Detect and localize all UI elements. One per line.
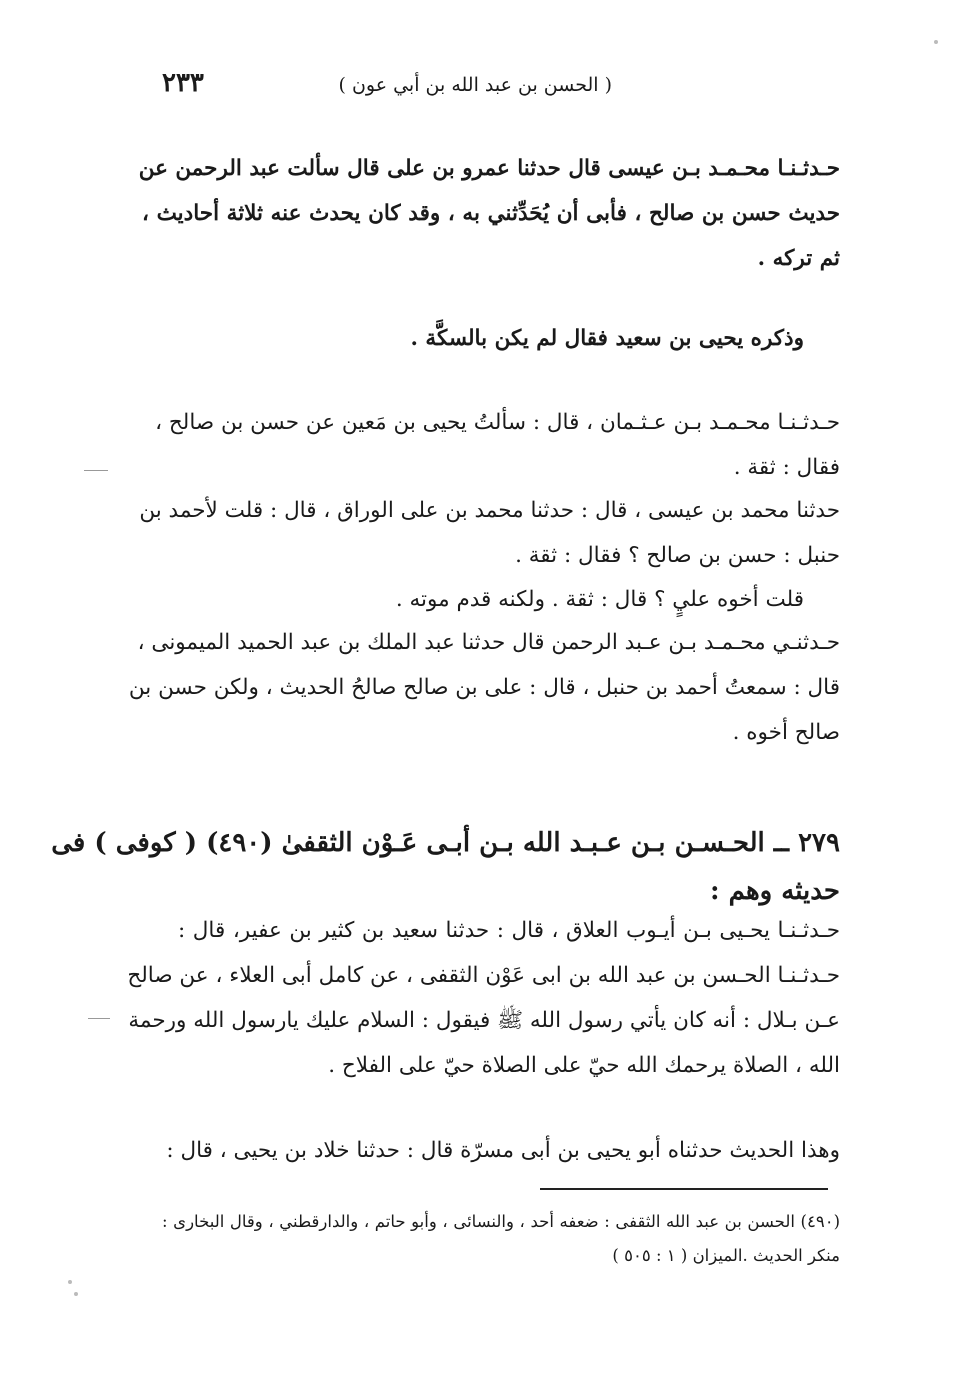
scan-speck	[934, 40, 938, 44]
footnote-line: (٤٩٠) الحسن بن عبد الله الثقفى : ضعفه أحد ، والنسائى ، وأبو حاتم ، والدارقطني ، وقال البخارى :	[162, 1212, 841, 1231]
page-header	[150, 68, 840, 108]
text-line: قلت أخوه عليٍ ؟ قال : ثقة . ولكنه قدم موته .	[395, 587, 804, 612]
scan-margin-mark	[84, 470, 108, 471]
text-line: وذكره يحيى بن سعيد فقال لم يكن بالسكَّة .	[410, 326, 804, 351]
running-title: ( الحسن بن عبد الله بن أبي عون )	[338, 74, 612, 96]
text-line: فقال : ثقة .	[733, 455, 840, 480]
text-line: حـدثـنـا محـمـد بـن عيسى قال حدثنا عمرو بن على قال سألت عبد الرحمن عن	[138, 156, 840, 181]
text-line: حـدثـنـا محـمـد بـن عـثـمان ، قال : سألتُ يحيى بن مَعين عن حسن بن صالح ،	[155, 410, 840, 435]
text-line: الله ، الصلاة يرحمك الله حيّ على الصلاة حيّ على الفلاح .	[328, 1053, 840, 1078]
entry-heading: حديثه وهم :	[709, 876, 840, 906]
page-number: ٢٣٣	[162, 68, 204, 98]
footnote-line: منكر الحديث .الميزان ( ١ : ٥٠٥ )	[612, 1246, 840, 1265]
text-line: حـدثـنـا الحـسن بن عبد الله بن ابى عَوْن الثقفى ، عن كامل أبى العلاء ، عن صالح	[127, 963, 840, 988]
text-line: قال : سمعتُ أحمد بن حنبل ، قال : على بن صالح صالحُ الحديث ، ولكن حسن بن	[128, 675, 840, 700]
scan-margin-mark	[88, 1018, 110, 1019]
text-line: حدثنا محمد بن عيسى ، قال : حدثنا محمد بن على الوراق ، قال : قلت لأحمد بن	[139, 498, 840, 523]
text-line: صالح أخوه .	[732, 720, 840, 745]
text-line: ثم تركه .	[757, 246, 840, 271]
text-line: حـدثنـي محـمـد بـن عـبد الرحمن قال حدثنا عبد الملك بن عبد الحميد الميمونى ،	[137, 630, 840, 655]
text-line: حنبل : حسن بن صالح ؟ فقال : ثقة .	[515, 543, 840, 568]
scan-speck	[74, 1292, 78, 1296]
text-line: حديث حسن بن صالح ، فأبى أن يُحَدِّثني به ، وقد كان يحدث عنه ثلاثة أحاديث ،	[142, 201, 840, 226]
scan-speck	[68, 1280, 72, 1284]
text-line: حـدثـنـا يحـيى بـن أيـوب العلاق ، قال : حدثنا سعيد بن كثير بن عفير، قال :	[178, 918, 840, 943]
footnote-separator	[540, 1188, 828, 1190]
text-line: عـن بـلال : أنه كان يأتي رسول الله ﷺ فيقول : السلام عليك يارسول الله ورحمة	[128, 1008, 840, 1033]
entry-heading: ٢٧٩ ــ الحـسـن بـن عـبـد الله بـن أبـى عَـوْن الثقفىٰ (٤٩٠) ( كوفى ) فى	[51, 828, 840, 858]
text-line: وهذا الحديث حدثناه أبو يحيى بن أبى مسرّة قال : حدثنا خلاد بن يحيى ، قال :	[166, 1138, 840, 1163]
